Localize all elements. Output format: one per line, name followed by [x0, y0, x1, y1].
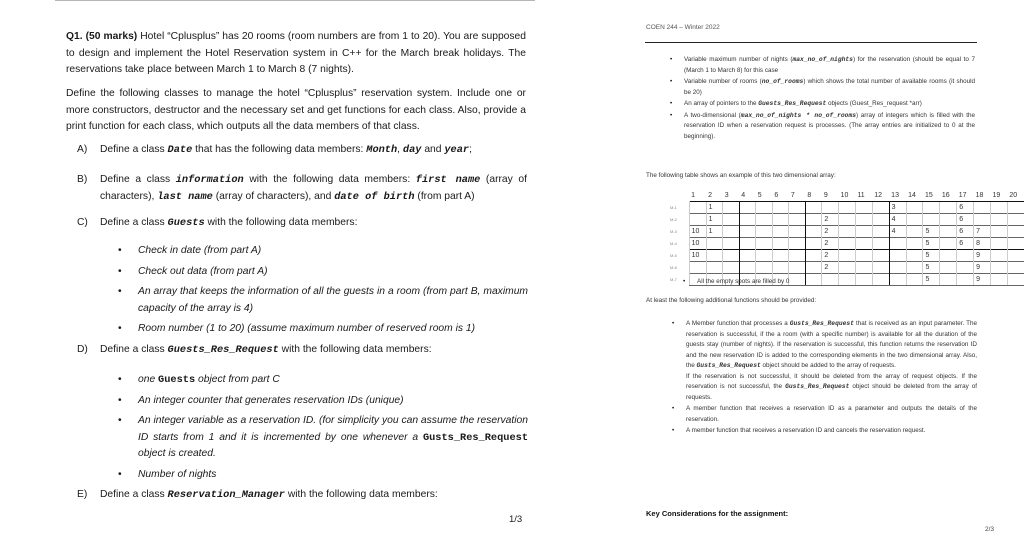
part-e-label: E) — [77, 489, 88, 500]
row-label: M-7 — [670, 277, 677, 282]
text: object should be deleted from the array of requests. — [686, 383, 977, 401]
list-item: • Number of nights — [118, 467, 528, 484]
table-cell — [739, 250, 756, 262]
table-intro: The following table shows an example of this two dimensional array: — [646, 172, 836, 179]
table-cell: 2 — [822, 262, 839, 274]
member-month: Month — [366, 144, 398, 156]
table-cell: 2 — [822, 226, 839, 238]
table-cell — [839, 226, 856, 238]
table-cell: 5 — [923, 250, 940, 262]
table-cell — [991, 202, 1008, 214]
text: Variable maximum number of nights ( — [684, 56, 793, 63]
code: Guests_Res_Request — [758, 100, 827, 107]
part-b-text: Define a class — [100, 174, 176, 185]
table-cell: 5 — [923, 274, 940, 286]
sep: and — [421, 144, 445, 155]
part-c-text: Define a class — [100, 217, 168, 228]
code: Gusts_Res_Request — [696, 362, 761, 369]
table-cell — [772, 238, 789, 250]
table-cell — [772, 262, 789, 274]
column-header: 17 — [958, 192, 967, 199]
table-cell — [872, 250, 889, 262]
table-cell — [756, 262, 773, 274]
table-cell: 3 — [889, 202, 906, 214]
table-cell — [839, 238, 856, 250]
table-row — [668, 202, 1024, 214]
table-cell — [756, 226, 773, 238]
code: max_no_of_nights * no_of_rooms — [740, 111, 856, 119]
table-cell — [789, 214, 806, 226]
column-header: 12 — [874, 192, 883, 199]
table-cell: 8 — [974, 238, 991, 250]
table-cell — [739, 202, 756, 214]
table-cell — [940, 226, 957, 238]
table-cell — [789, 250, 806, 262]
functions-intro: At least the following additional functions should be provided: — [646, 297, 817, 304]
part-b-label: B) — [77, 174, 88, 185]
table-cell: 9 — [974, 250, 991, 262]
manager-members-list — [670, 55, 975, 143]
table-cell — [872, 202, 889, 214]
table-cell — [974, 214, 991, 226]
table-cell — [957, 262, 974, 274]
functions-list — [672, 319, 977, 438]
header-divider — [645, 42, 977, 43]
table-cell — [923, 214, 940, 226]
table-cell: 4 — [889, 226, 906, 238]
table-cell — [739, 262, 756, 274]
table-cell — [872, 214, 889, 226]
table-cell — [839, 202, 856, 214]
part-b-end: (from part A) — [414, 190, 475, 202]
text: object from part C — [195, 374, 280, 385]
column-header: 9 — [823, 192, 828, 199]
row-label: M-6 — [670, 265, 677, 270]
column-header: 11 — [857, 192, 865, 199]
table-cell — [940, 250, 957, 262]
table-cell — [855, 202, 872, 214]
code: max_no_of_nights — [792, 56, 853, 63]
column-header: 20 — [1009, 192, 1018, 199]
table-cell: 6 — [957, 226, 974, 238]
table-cell: 4 — [889, 214, 906, 226]
table-cell — [889, 262, 906, 274]
table-cell — [923, 202, 940, 214]
table-cell — [872, 238, 889, 250]
table-cell — [1007, 238, 1024, 250]
part-c — [77, 215, 527, 232]
table-cell: 2 — [822, 250, 839, 262]
list-item — [670, 111, 975, 143]
text: An integer variable as a reservation ID. (for simplicity you can assume the reservation ID starts from 1 and it is incremented by one whenever a — [138, 415, 528, 443]
table-cell: 5 — [923, 226, 940, 238]
sep: (array of characters), and — [212, 190, 335, 202]
part-c-bullets — [118, 243, 528, 342]
table-cell — [1007, 250, 1024, 262]
table-cell — [756, 250, 773, 262]
table-cell — [872, 226, 889, 238]
class-ref: Gusts_Res_Request — [422, 431, 528, 444]
column-header: 13 — [891, 192, 899, 199]
table-cell — [940, 262, 957, 274]
table-cell — [855, 262, 872, 274]
code: Gusts_Res_Request — [785, 383, 850, 390]
list-item — [670, 77, 975, 98]
text: Variable number of rooms ( — [684, 78, 762, 85]
part-b-text: with the following data members: — [243, 174, 416, 185]
row-label: M-2 — [670, 217, 677, 222]
part-d-bullets — [118, 372, 528, 487]
column-header: 10 — [840, 192, 849, 199]
table-cell — [789, 202, 806, 214]
table-cell — [855, 214, 872, 226]
member-date-of-birth: date of birth — [334, 190, 415, 203]
part-a-end: ; — [469, 144, 472, 155]
list-item: • A member function that receives a reservation ID as a parameter and outputs the details of the reservation. — [672, 404, 977, 425]
column-header: 8 — [807, 192, 812, 199]
list-item — [672, 319, 977, 403]
member-last-name: last name — [157, 190, 213, 203]
text: If the reservation is not successful, it should be deleted from the array of request objects. If the reservation is not successful, the — [686, 372, 977, 390]
page-top-divider — [55, 0, 535, 1]
table-row — [668, 238, 1024, 250]
text: object is created. — [138, 448, 216, 459]
page-number: 1/3 — [509, 514, 523, 525]
code: no_of_rooms — [761, 78, 804, 85]
key-considerations-heading: Key Considerations for the assignment: — [646, 509, 789, 518]
text: objects (Guest_Res_request *arr) — [826, 100, 922, 107]
table-cell — [756, 214, 773, 226]
list-item: • Check in date (from part A) — [118, 243, 528, 260]
table-cell — [855, 250, 872, 262]
part-a-text: that has the following data members: — [192, 144, 367, 155]
member-first-name: first name — [415, 174, 481, 186]
table-cell — [1007, 226, 1024, 238]
class-name-information: information — [175, 174, 244, 186]
table-cell — [723, 214, 740, 226]
table-cell — [805, 226, 822, 238]
column-header: 14 — [908, 192, 916, 199]
list-item: • An array that keeps the information of all the guests in a room (from part B, maximum capacity of the array is 4) — [118, 284, 528, 317]
table-notes — [683, 277, 988, 289]
column-header: 1 — [691, 192, 696, 199]
table-cell — [940, 214, 957, 226]
table-cell: 5 — [923, 238, 940, 250]
question-label: Q1. (50 marks) — [66, 31, 138, 42]
table-cell — [756, 238, 773, 250]
table-cell — [723, 238, 740, 250]
text: ) for the reservation (should be equal to 7 (March 1 to March 8) for this case — [684, 56, 975, 74]
part-a-text: Define a class — [100, 144, 168, 155]
table-row — [668, 262, 1024, 274]
table-cell — [772, 214, 789, 226]
list-item: • A member function that receives a reservation ID and cancels the reservation request. — [672, 426, 977, 437]
table-cell — [906, 262, 923, 274]
table-cell — [991, 238, 1008, 250]
table-cell: 10 — [689, 238, 706, 250]
table-cell — [957, 250, 974, 262]
part-c-end: with the following data members: — [204, 217, 358, 228]
table-cell — [789, 226, 806, 238]
table-cell: 1 — [706, 202, 723, 214]
table-cell — [1007, 262, 1024, 274]
table-cell — [906, 250, 923, 262]
table-cell — [739, 214, 756, 226]
column-header: 3 — [724, 192, 729, 199]
part-d-label: D) — [77, 344, 88, 355]
table-cell — [805, 214, 822, 226]
table-cell — [706, 262, 723, 274]
part-d-text: Define a class — [100, 344, 168, 355]
part-e — [77, 487, 527, 504]
table-cell — [991, 262, 1008, 274]
row-label: M-1 — [670, 205, 677, 210]
class-name-reservation-manager: Reservation_Manager — [167, 489, 285, 501]
reservation-array-table — [668, 190, 1024, 286]
table-cell — [906, 238, 923, 250]
column-header: 6 — [774, 192, 779, 199]
table-cell — [1007, 274, 1024, 286]
table-cell — [772, 226, 789, 238]
text: object should be added to the array of requests. — [760, 362, 896, 369]
row-label: M-3 — [670, 229, 677, 234]
table-cell — [805, 238, 822, 250]
table-cell — [855, 238, 872, 250]
table-cell: 2 — [822, 238, 839, 250]
table-cell — [872, 262, 889, 274]
table-cell — [772, 250, 789, 262]
table-cell — [940, 238, 957, 250]
column-header: 4 — [741, 192, 746, 199]
table-cell: 10 — [689, 250, 706, 262]
list-item: • Check out data (from part A) — [118, 264, 528, 281]
table-cell — [839, 214, 856, 226]
part-a-label: A) — [77, 144, 88, 155]
code: Gusts_Res_Request — [789, 320, 854, 327]
list-item — [670, 99, 975, 110]
text: one — [138, 374, 159, 385]
table-cell — [723, 262, 740, 274]
question-intro — [66, 29, 526, 79]
table-cell: 5 — [923, 262, 940, 274]
text: A two-dimensional ( — [684, 111, 741, 119]
column-header: 7 — [790, 192, 795, 199]
table-cell — [906, 202, 923, 214]
part-c-label: C) — [77, 217, 88, 228]
table-cell — [689, 262, 706, 274]
table-cell — [855, 226, 872, 238]
column-header: 2 — [708, 192, 713, 199]
table-cell — [689, 202, 706, 214]
table-cell: 1 — [706, 214, 723, 226]
table-cell — [991, 226, 1008, 238]
table-cell — [991, 250, 1008, 262]
part-e-text: Define a class — [100, 489, 168, 500]
list-item — [118, 372, 528, 389]
page-number: 2/3 — [985, 526, 995, 533]
table-cell — [889, 250, 906, 262]
table-row — [668, 226, 1024, 238]
define-classes-paragraph: Define the following classes to manage the hotel “Cplusplus” reservation system. Include one or more constructors, destructor and the necessary set and get functions for each class. Also, provide a print function for each class, which outputs all the data members of that class. — [66, 88, 526, 132]
table-cell — [839, 250, 856, 262]
table-cell: 6 — [957, 238, 974, 250]
table-cell — [723, 202, 740, 214]
table-cell — [906, 214, 923, 226]
table-cell — [739, 226, 756, 238]
table-cell: 2 — [822, 214, 839, 226]
list-item: • An integer counter that generates reservation IDs (unique) — [118, 393, 528, 410]
column-header: 16 — [941, 192, 950, 199]
table-cell — [839, 262, 856, 274]
page-header: COEN 244 – Winter 2022 — [646, 24, 720, 31]
text: ) which shows the total number of available rooms (it should be 20) — [684, 78, 976, 96]
table-row — [668, 250, 1024, 262]
table-cell — [723, 226, 740, 238]
text: A Member function that processes a — [686, 320, 790, 327]
part-d-end: with the following data members: — [278, 344, 432, 355]
table-cell — [1007, 202, 1024, 214]
table-cell: 9 — [974, 274, 991, 286]
table-cell — [805, 202, 822, 214]
part-e-end: with the following data members: — [284, 489, 438, 500]
class-name-date: Date — [167, 144, 193, 156]
class-name-guests-res-request: Guests_Res_Request — [167, 344, 279, 356]
table-cell: 6 — [957, 202, 974, 214]
table-cell — [739, 238, 756, 250]
list-item — [670, 55, 975, 76]
class-name-guests: Guests — [167, 217, 205, 229]
class-ref: Guests — [158, 374, 196, 386]
text: that is received as an input parameter. The reservation is successful, if the a room (with a specific number) is available for all the duration of the guests stay (number of nights). If the reservation is successful, this function returns the reservation ID and the new reservation ID is added to the corresponding elements in the two dimensional array. Also, the — [686, 320, 978, 369]
table-cell: 6 — [957, 214, 974, 226]
table-cell — [689, 214, 706, 226]
table-cell: 10 — [689, 226, 706, 238]
table-cell — [805, 250, 822, 262]
corner — [668, 190, 689, 202]
table-cell — [756, 202, 773, 214]
table-cell — [940, 202, 957, 214]
member-year: year — [444, 144, 470, 156]
column-header: 19 — [992, 192, 1001, 199]
table-cell: 9 — [974, 262, 991, 274]
part-a — [77, 142, 527, 159]
sep: (array of characters), — [100, 174, 527, 202]
text: ) array of integers which is filled with the reservation ID when a reservation request is processes. (The array entries are initialized to 0 at the beginning). — [684, 111, 975, 140]
table-cell: 1 — [706, 226, 723, 238]
member-day: day — [402, 144, 422, 156]
table-cell — [805, 262, 822, 274]
part-d — [77, 342, 527, 359]
list-item: • All the empty spots are filled by 0 — [683, 277, 988, 288]
table-cell — [789, 238, 806, 250]
table-cell — [991, 274, 1008, 286]
table-cell — [974, 202, 991, 214]
question-intro-text: Hotel “Cplusplus” has 20 rooms (room numbers are from 1 to 20). You are supposed to design and implement the Hotel Reservation system in C++ for the March break holidays. The reservations take place between March 1 to March 8 (7 nights). — [66, 31, 526, 75]
sep: , — [397, 144, 403, 155]
table-cell — [789, 262, 806, 274]
table-row — [668, 214, 1024, 226]
column-header: 5 — [757, 192, 762, 199]
row-label: M-5 — [670, 253, 677, 258]
list-item — [118, 413, 528, 463]
table-cell — [991, 214, 1008, 226]
text: An array of pointers to the — [684, 100, 759, 107]
table-cell — [772, 202, 789, 214]
table-cell — [822, 202, 839, 214]
table-cell — [723, 250, 740, 262]
table-cell — [906, 226, 923, 238]
column-header: 15 — [924, 192, 933, 199]
part-b — [77, 172, 527, 203]
table-cell — [889, 238, 906, 250]
table-cell — [706, 250, 723, 262]
table-cell: 7 — [974, 226, 991, 238]
row-label: M-4 — [670, 241, 677, 246]
list-item: • Room number (1 to 20) (assume maximum number of reserved room is 1) — [118, 321, 528, 338]
table-cell — [1007, 214, 1024, 226]
column-header: 18 — [975, 192, 984, 199]
table-cell — [706, 238, 723, 250]
